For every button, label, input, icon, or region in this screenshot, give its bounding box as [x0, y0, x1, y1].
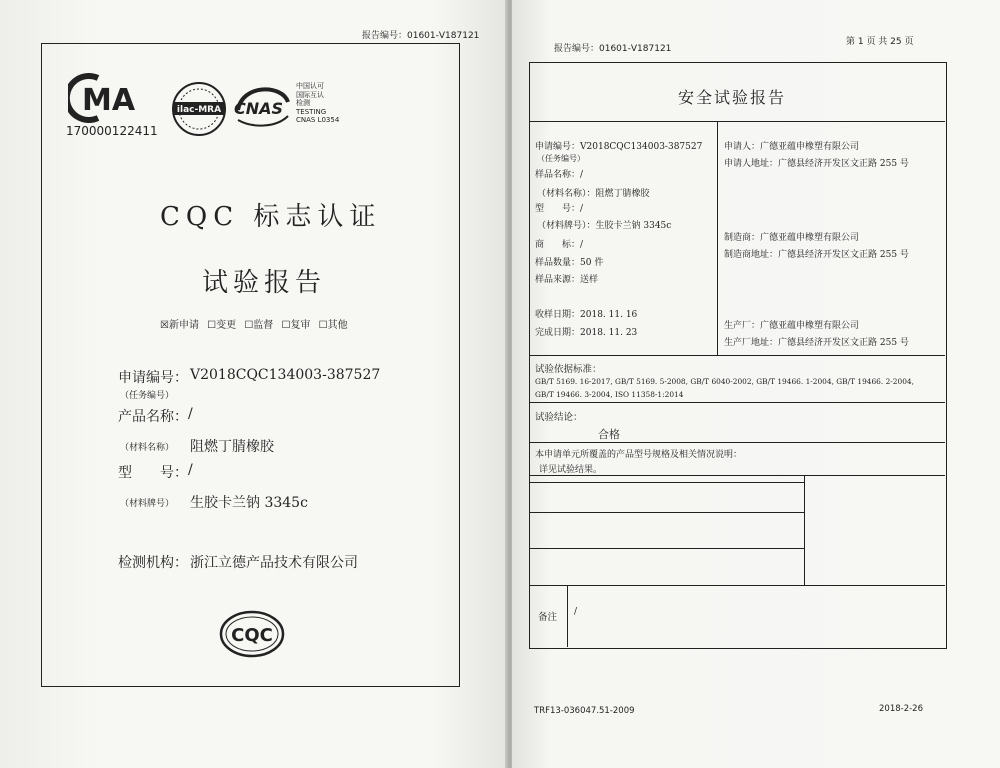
- field-trademark: 商 标：/: [535, 240, 584, 250]
- conclusion-label: 试验结论：: [535, 412, 583, 423]
- field-factory: 生产厂：广德亚蕴申橡塑有限公司: [724, 321, 860, 331]
- divider: [567, 585, 568, 647]
- field-received-date: 收样日期：2018. 11. 16: [535, 310, 638, 320]
- field-task-no: （任务编号）: [537, 154, 585, 163]
- conclusion-value: 合格: [598, 428, 620, 441]
- testing-org-label: 检测机构：: [118, 555, 188, 571]
- cqc-logo-text: CQC: [231, 625, 273, 646]
- field-completed-date: 完成日期：2018. 11. 23: [535, 328, 638, 338]
- application-type-checkboxes: [160, 316, 353, 331]
- field-material-name: （材料名称）：阻燃丁腈橡胶: [537, 189, 650, 199]
- field-application-no: 申请编号：V2018CQC134003-387527: [535, 142, 703, 152]
- cnas-line: 中国认可: [296, 82, 324, 90]
- divider: [529, 475, 945, 476]
- ilac-logo-text: ilac-MRA: [176, 105, 222, 115]
- product-name-label: 产品名称：: [118, 409, 188, 425]
- application-no-value: V2018CQC134003-387527: [190, 367, 381, 383]
- field-material-grade: （材料牌号）：生胶卡兰钠 3345c: [537, 221, 672, 231]
- report-title: 安全试验报告: [678, 88, 787, 107]
- checkbox-supervision: ☐监督: [244, 320, 274, 331]
- field-model: 型 号：/: [535, 204, 584, 214]
- report-number-right: 报告编号：01601-V187121: [554, 44, 672, 54]
- cnas-logo: [232, 80, 292, 134]
- ilac-mra-logo: [170, 80, 228, 142]
- application-no-label: 申请编号：: [118, 370, 188, 386]
- material-name-label: （材料名称）: [120, 443, 175, 453]
- details-text: 详见试验结果。: [539, 465, 603, 475]
- footer-date: 2018-2-26: [879, 704, 923, 714]
- divider: [529, 402, 945, 403]
- cma-number: 170000122411: [66, 124, 158, 138]
- report-number: 报告编号：01601-V187121: [362, 31, 480, 41]
- product-name-value: /: [188, 406, 193, 422]
- divider: [529, 482, 804, 483]
- model-label: 型 号：: [118, 465, 188, 481]
- cqc-logo: [218, 608, 286, 664]
- field-manufacturer-address: 制造商地址：广德县经济开发区文正路 255 号: [724, 250, 909, 260]
- testing-org-value: 浙江立德产品技术有限公司: [190, 555, 358, 571]
- page-info: 第 1 页 共 25 页: [846, 37, 914, 47]
- cnas-line: CNAS L0354: [296, 116, 340, 124]
- divider: [529, 355, 945, 356]
- field-applicant: 申请人：广德亚蕴申橡塑有限公司: [724, 142, 860, 152]
- cma-logo-text: MA: [82, 83, 136, 118]
- checkbox-other: ☐其他: [318, 320, 348, 331]
- cnas-line: TESTING: [296, 107, 327, 116]
- material-grade-value: 生胶卡兰钠 3345c: [190, 495, 308, 511]
- divider: [529, 442, 945, 443]
- cma-logo: [68, 72, 164, 128]
- standards-line2: GB/T 19466. 3-2004, ISO 11358-1:2014: [535, 390, 684, 399]
- divider: [529, 548, 804, 549]
- divider: [717, 121, 718, 355]
- field-sample-quantity: 样品数量：50 件: [535, 258, 604, 268]
- field-sample-name: 样品名称：/: [535, 170, 584, 180]
- standards-line1: GB/T 5169. 16-2017, GB/T 5169. 5-2008, GB/T 6040-2002, GB/T 19466. 1-2004, GB/T 19466. 2-2004,: [535, 377, 914, 386]
- checkbox-new-application: ☒新申请: [160, 320, 199, 331]
- material-name-value: 阻燃丁腈橡胶: [190, 439, 274, 455]
- field-factory-address: 生产厂地址：广德县经济开发区文正路 255 号: [724, 338, 909, 348]
- checkbox-review: ☐复审: [281, 320, 311, 331]
- footer-form-code: TRF13-036047.51-2009: [534, 706, 635, 716]
- cover-title-line2: 试验报告: [202, 268, 327, 298]
- divider: [529, 121, 945, 122]
- cover-frame: [41, 43, 460, 687]
- divider: [529, 512, 804, 513]
- cnas-logo-text: CNAS: [234, 99, 284, 118]
- checkbox-change: ☐变更: [207, 320, 237, 331]
- remarks-value: /: [574, 607, 578, 617]
- remarks-label: 备注: [538, 612, 558, 623]
- cnas-text-block: [296, 82, 339, 125]
- divider: [529, 585, 945, 586]
- application-no-sub: （任务编号）: [120, 391, 175, 401]
- cnas-line: 检测: [296, 99, 310, 107]
- model-value: /: [188, 462, 193, 478]
- material-grade-label: （材料牌号）: [120, 499, 175, 509]
- coverage-text: 本申请单元所覆盖的产品型号规格及相关情况说明：: [535, 450, 743, 460]
- field-sample-source: 样品来源：送样: [535, 275, 599, 285]
- divider: [804, 475, 805, 585]
- standards-label: 试验依据标准：: [535, 364, 602, 375]
- cnas-line: 国际互认: [296, 90, 324, 99]
- field-manufacturer: 制造商：广德亚蕴申橡塑有限公司: [724, 233, 860, 243]
- field-applicant-address: 申请人地址：广德县经济开发区文正路 255 号: [724, 159, 909, 169]
- cover-title-line1: CQC 标志认证: [160, 202, 382, 232]
